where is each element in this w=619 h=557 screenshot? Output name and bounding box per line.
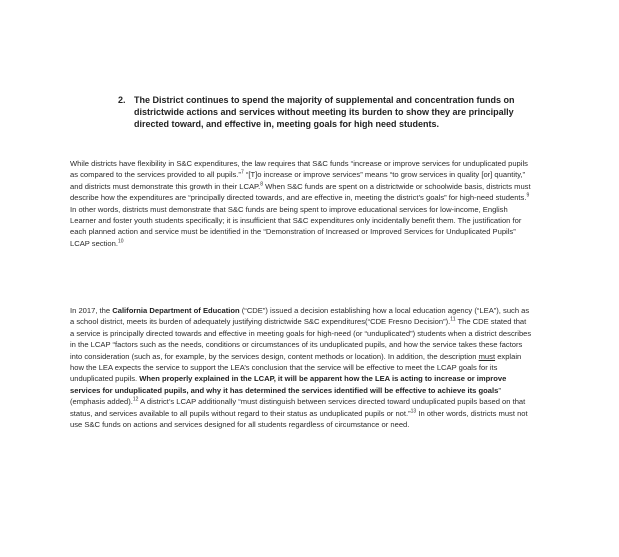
section-heading <box>118 94 518 130</box>
emphasized-quote: When properly explained in the LCAP, it will be apparent how the LEA is acting to increase or improve services for unduplicated pupils, and why it has determined the services identified will be effective to achieve its goals <box>70 374 507 395</box>
paragraph-text: The CDE stated that a service is principally directed towards and effective in meeting goals for high-need (or “unduplicated”) students when a district describes in the LCAP “factors such as the needs, conditions or circumstances of its unduplicated pupils, and how the service takes these factors into consideration (such as, for example, by the services design, content methods or location). In addition, the description <box>70 317 532 361</box>
footnote-ref-10: 10 <box>117 238 124 245</box>
section-heading-text: The District continues to spend the majority of supplemental and concentration funds on districtwide actions and services without meeting its burden to show they are principally directed toward, and effective in, meeting goals for high need students. <box>134 95 515 129</box>
footnote-ref-8: 8 <box>260 181 263 188</box>
paragraph-text: When S&C funds are spent on a districtwide or schoolwide basis, districts must describe how the expenditures are “principally directed towards, and are effective in, meeting the district’s goals” for high-need students. <box>70 181 531 203</box>
cde-name: California Department of Education <box>112 306 240 315</box>
footnote-ref-12: 12 <box>132 396 139 403</box>
paragraph-text: ” (emphasis added). <box>70 385 501 407</box>
section-number: 2. <box>118 95 126 105</box>
paragraph-text: In other words, districts must demonstrate that S&C funds are being spent to improve educational services for low-income, English Learner and foster youth students specifically; it is insufficient that S&C expenditures only incidentally benefit them. The justification for each planned action and service must be identified in the “Demonstration of Increased or Improved Services for Unduplicated Pupils” LCAP section. <box>70 204 522 248</box>
footnote-ref-7: 7 <box>240 169 244 176</box>
underlined-must: must <box>478 351 496 361</box>
footnote-ref-11: 11 <box>450 316 456 323</box>
paragraph-text: While districts have flexibility in S&C expenditures, the law requires that S&C funds “increase or improve services for unduplicated pupils as compared to the services provided to all pupils.” <box>70 159 528 180</box>
paragraph-text: A district’s LCAP additionally “must distinguish between services directed toward unduplicated pupils based on that status, and services available to all pupils without regard to their status as unduplicated pupils or not.” <box>70 397 526 418</box>
paragraph-flexibility <box>70 158 532 249</box>
footnote-ref-9: 9 <box>526 192 530 199</box>
paragraph-text: (“CDE”) issued a decision establishing how a local education agency (“LEA”), such as a school district, meets its burden of adequately justifying districtwide S&C expenditures(“CDE Fresno Decision”). <box>70 306 530 327</box>
footnote-ref-13: 13 <box>410 408 417 415</box>
paragraph-text: “[T]o increase or improve services” means “to grow services in quality [or] quantity,” and districts must demonstrate this growth in their LCAP. <box>70 170 526 191</box>
paragraph-cde-decision <box>70 305 532 430</box>
paragraph-text: In other words, districts must not use S&C funds on actions and services designed for all students regardless of circumstance or need. <box>70 408 528 430</box>
paragraph-text: In 2017, the <box>70 306 113 315</box>
paragraph-text: explain how the LEA expects the service to support the LEA’s conclusion that the service will be effective to meet the LCAP goals for its unduplicated pupils. <box>70 351 522 384</box>
